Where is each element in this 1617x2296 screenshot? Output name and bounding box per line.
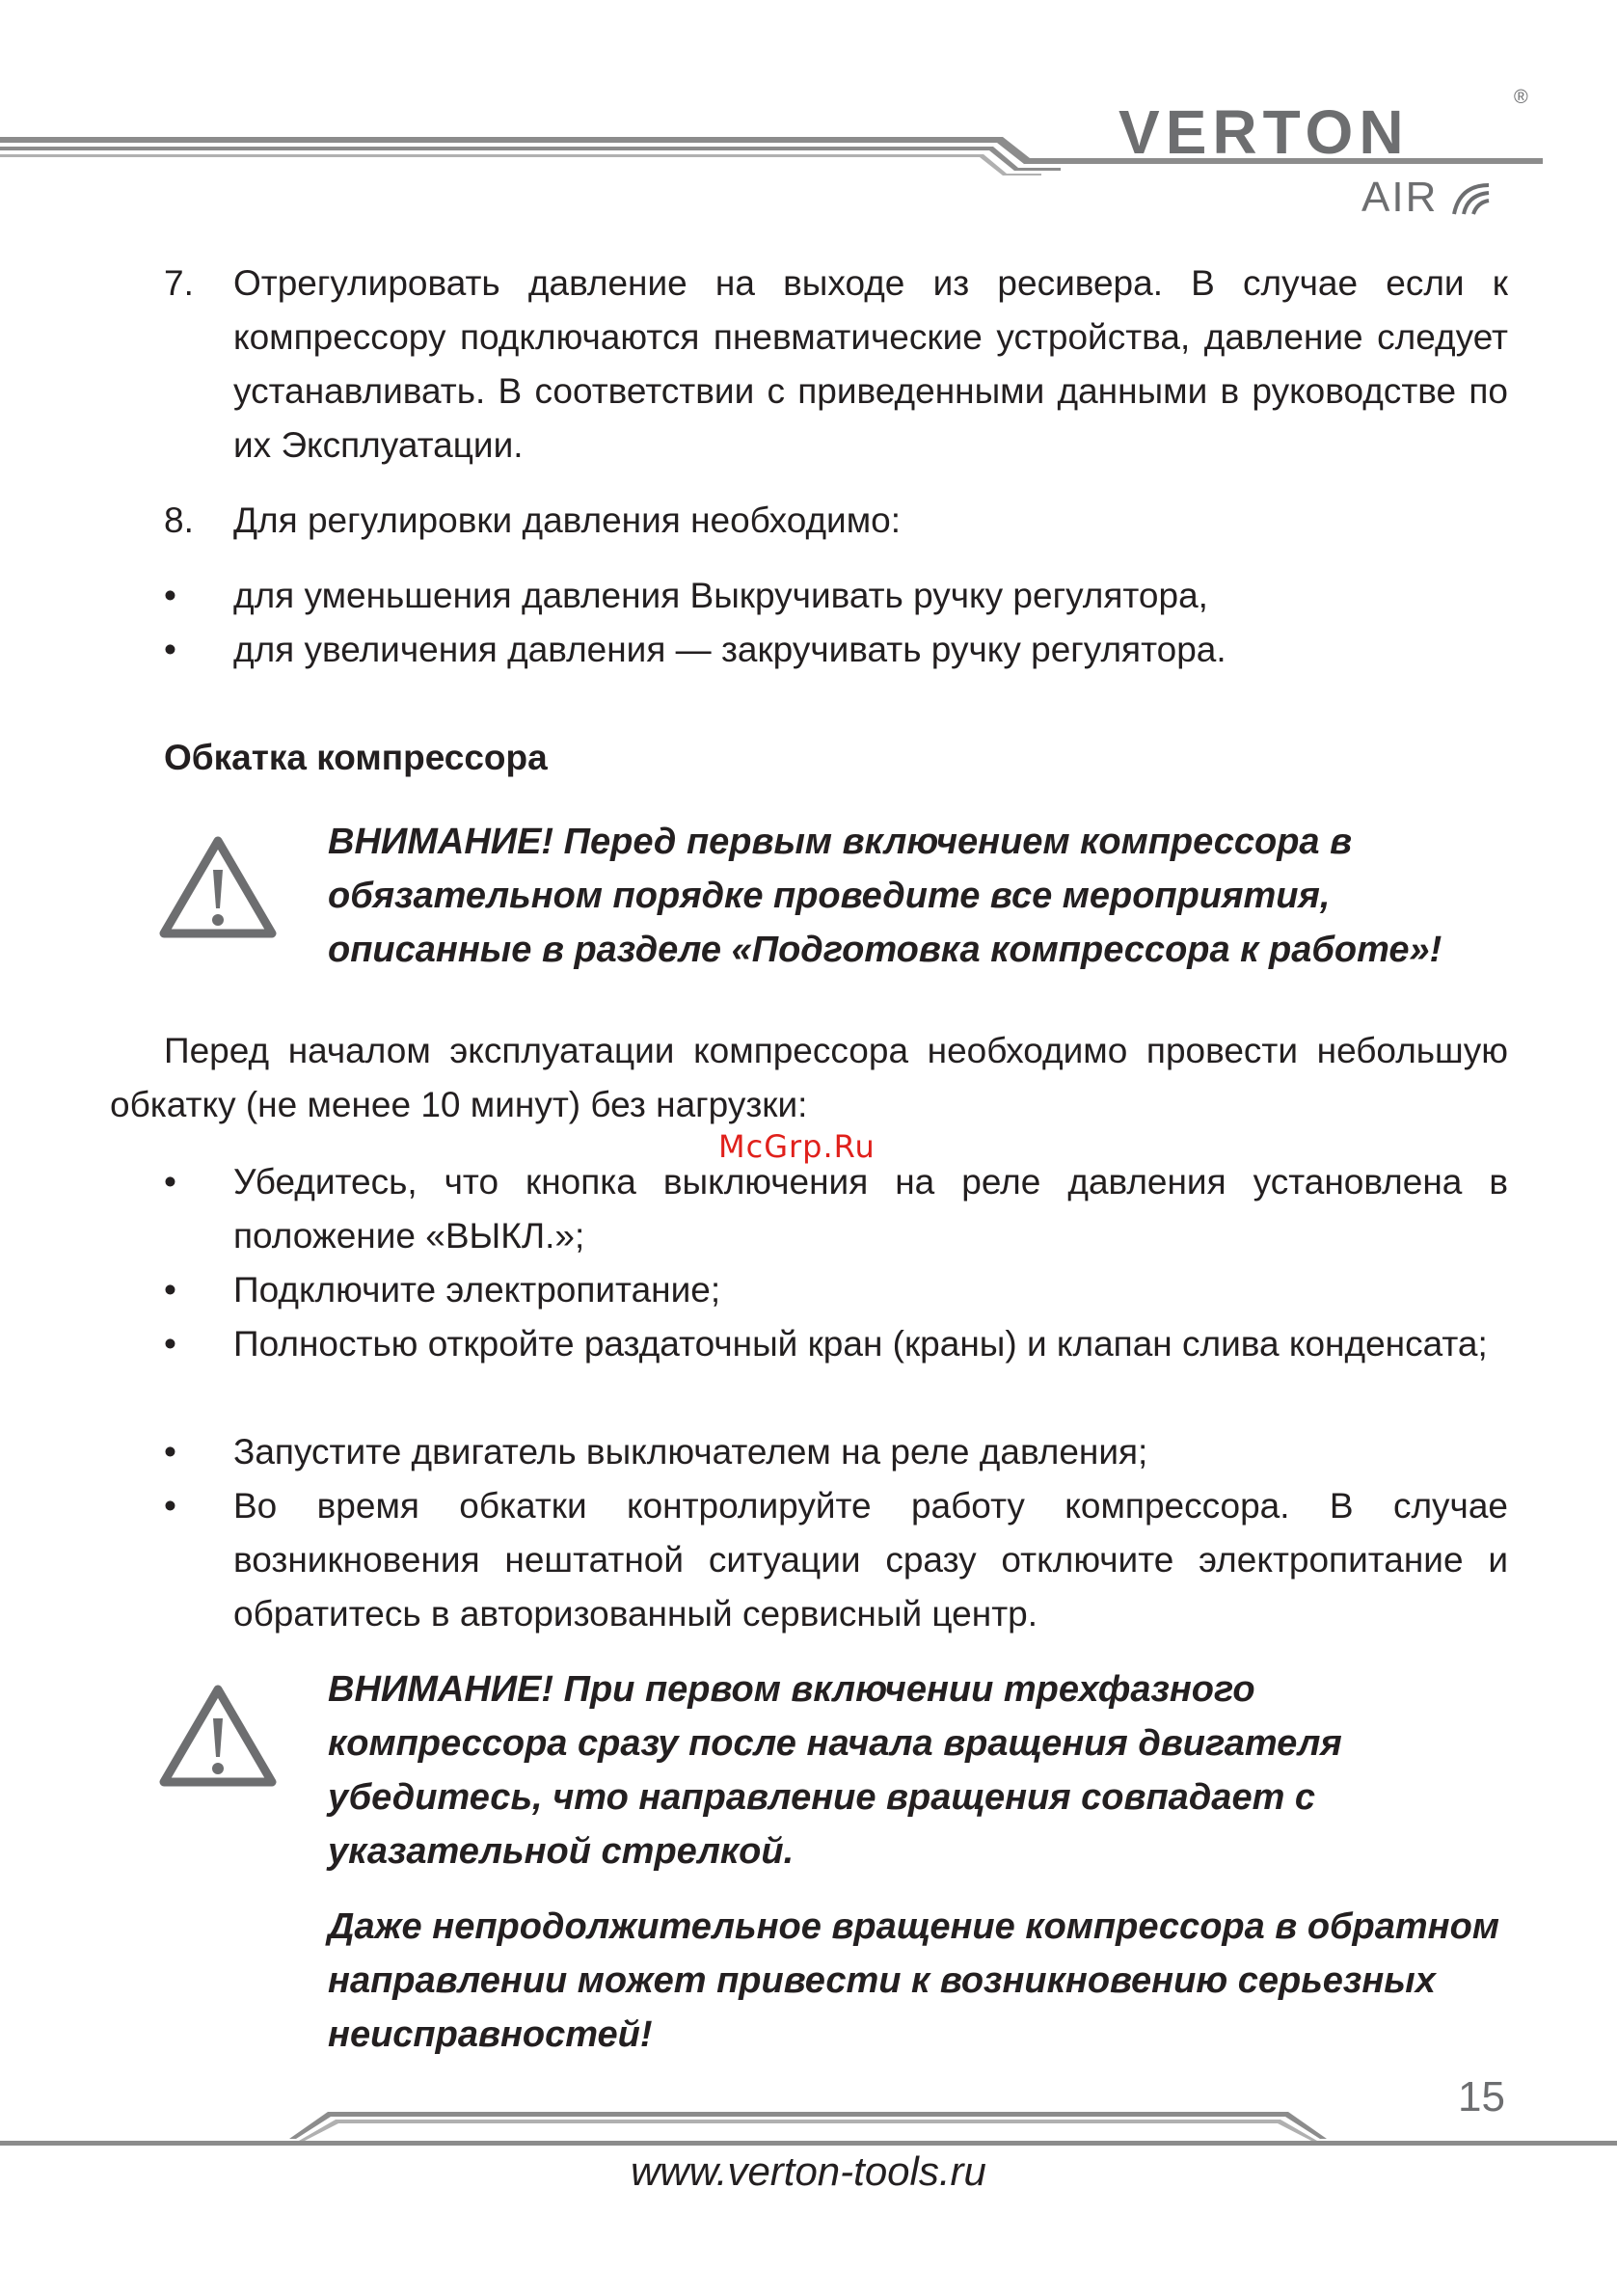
sub-brand-text: AIR — [1361, 174, 1439, 221]
list-item: Подключите электропитание; — [233, 1270, 721, 1310]
list-item-text: Отрегулировать давление на выходе из ресивера. В случае если к компрессору подключаются пневматические устройства, давление следует устанавливать. В соответствии с приведенными данными в руководстве по их Эксплуатации. — [233, 263, 1508, 465]
section-heading: Обкатка компрессора — [164, 738, 548, 777]
list-item: Во время обкатки контролируйте работу компрессора. В случае возникновения нештатной ситуации сразу отключите электропитание и обратитесь в авторизованный сервисный центр. — [233, 1486, 1508, 1634]
bullet-mark: • — [164, 576, 176, 615]
list-item-text: Для регулировки давления необходимо: — [233, 500, 902, 540]
warning-text-continued: Даже непродолжительное вращение компрессора в обратном направлении может привести к возникновению серьезных неисправностей! — [328, 1906, 1499, 2055]
page-header — [0, 0, 1617, 231]
intro-paragraph: Перед началом эксплуатации компрессора необходимо провести небольшую обкатку (не менее 10 минут) без нагрузки: — [110, 1031, 1508, 1124]
list-number: 8. — [164, 500, 194, 540]
list-item: Убедитесь, что кнопка выключения на реле давления установлена в положение «ВЫКЛ.»; — [233, 1162, 1508, 1256]
bullet-mark: • — [164, 1432, 176, 1472]
brand-text: VERTON — [1118, 97, 1410, 167]
watermark: McGrp.Ru — [718, 1128, 876, 1165]
list-item: Запустите двигатель выключателем на реле давления; — [233, 1432, 1148, 1472]
brand-logo — [1118, 87, 1528, 168]
list-item: для уменьшения давления Выкручивать ручку регулятора, — [233, 576, 1208, 615]
warning-triangle-icon — [158, 1682, 278, 1788]
bullet-mark: • — [164, 1324, 176, 1364]
bullet-mark: • — [164, 1162, 176, 1202]
warning-text: ВНИМАНИЕ! При первом включении трехфазного компрессора сразу после начала вращения двигателя убедитесь, что направление вращения совпадает с указательной стрелкой. — [328, 1669, 1342, 1872]
registered-mark: ® — [1514, 87, 1528, 108]
sub-brand-logo — [1361, 174, 1438, 222]
website-link[interactable]: www.verton-tools.ru — [631, 2148, 986, 2194]
air-wave-icon — [1450, 179, 1493, 218]
list-number: 7. — [164, 263, 194, 303]
warning-triangle-icon — [158, 833, 278, 939]
page-number: 15 — [1458, 2073, 1505, 2120]
bullet-mark: • — [164, 1486, 176, 1526]
page-footer — [0, 2073, 1617, 2296]
list-item: для увеличения давления — закручивать ручку регулятора. — [233, 630, 1226, 669]
warning-text: ВНИМАНИЕ! Перед первым включением компрессора в обязательном порядке проведите все мероприятия, описанные в разделе «Подготовка компрессора к работе»! — [328, 822, 1442, 970]
bullet-mark: • — [164, 1270, 176, 1310]
bullet-mark: • — [164, 630, 176, 669]
list-item: Полностью откройте раздаточный кран (краны) и клапан слива конденсата; — [233, 1324, 1488, 1364]
